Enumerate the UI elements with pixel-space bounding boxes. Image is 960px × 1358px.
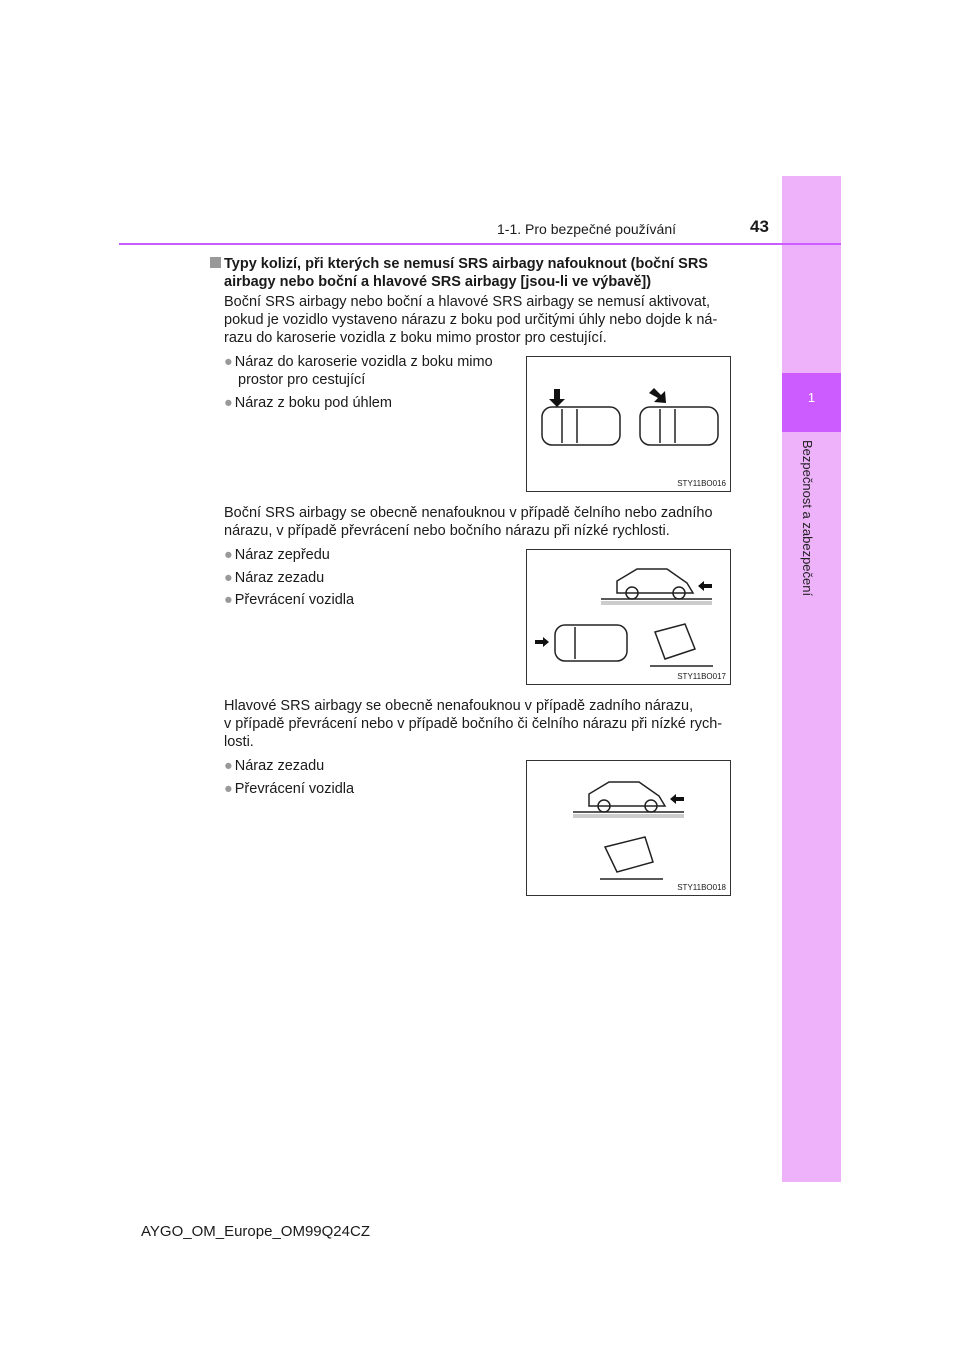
car-top-view-illustration [527,357,732,493]
para-line: Boční SRS airbagy se obecně nenafouknou v případě čelního nebo zadního [224,505,713,521]
car-collision-illustration [527,761,732,897]
chapter-title: Bezpečnost a zabezpečení [800,440,815,597]
heading [210,255,708,273]
bullet-item: ● Náraz zepředu [224,547,330,563]
bullet-item: ● Převrácení vozidla [224,781,355,797]
figure-side-impact [526,356,731,492]
para-line: pokud je vozidlo vystaveno nárazu z boku pod určitými úhly nebo dojde k ná- [224,312,718,328]
section-header: 1-1. Pro bezpečné používání [497,221,677,237]
figure-code: STY11BO017 [677,672,726,681]
square-bullet-icon [210,257,221,268]
figure-front-rear-rollover [526,549,731,685]
header-rule [119,243,841,245]
para-line: nárazu, v případě převrácení nebo bočního nárazu při nízké rychlosti. [224,523,670,539]
bullet-item: ● Náraz z boku pod úhlem [224,395,392,411]
page-number: 43 [750,217,769,236]
heading-line: Typy kolizí, při kterých se nemusí SRS airbagy nafouknout (boční SRS [224,256,708,272]
document-id: AYGO_OM_Europe_OM99Q24CZ [141,1223,370,1240]
para-line: v případě převrácení nebo v případě bočního či čelního nárazu při nízké rych- [224,716,723,732]
figure-code: STY11BO018 [677,883,726,892]
chapter-sidebar [782,176,841,1182]
bullet-item: ● Náraz zezadu [224,570,325,586]
bullet-item: ● Náraz do karoserie vozidla z boku mimo [224,354,493,370]
para-line: Boční SRS airbagy nebo boční a hlavové SRS airbagy se nemusí aktivovat, [224,294,711,310]
bullet-item: ● Převrácení vozidla [224,592,355,608]
bullet-item: ● Náraz zezadu [224,758,325,774]
para-line: Hlavové SRS airbagy se obecně nenafouknou v případě zadního nárazu, [224,698,694,714]
figure-code: STY11BO016 [677,479,726,488]
figure-rear-rollover [526,760,731,896]
para-line: losti. [224,734,254,750]
car-collision-illustration [527,550,732,686]
bullet-item-cont: prostor pro cestující [238,372,366,388]
chapter-tab: 1 [782,373,841,432]
para-line: razu do karoserie vozidla z boku mimo prostor pro cestující. [224,330,607,346]
heading-line: airbagy nebo boční a hlavové SRS airbagy [jsou-li ve výbavě]) [224,274,652,290]
